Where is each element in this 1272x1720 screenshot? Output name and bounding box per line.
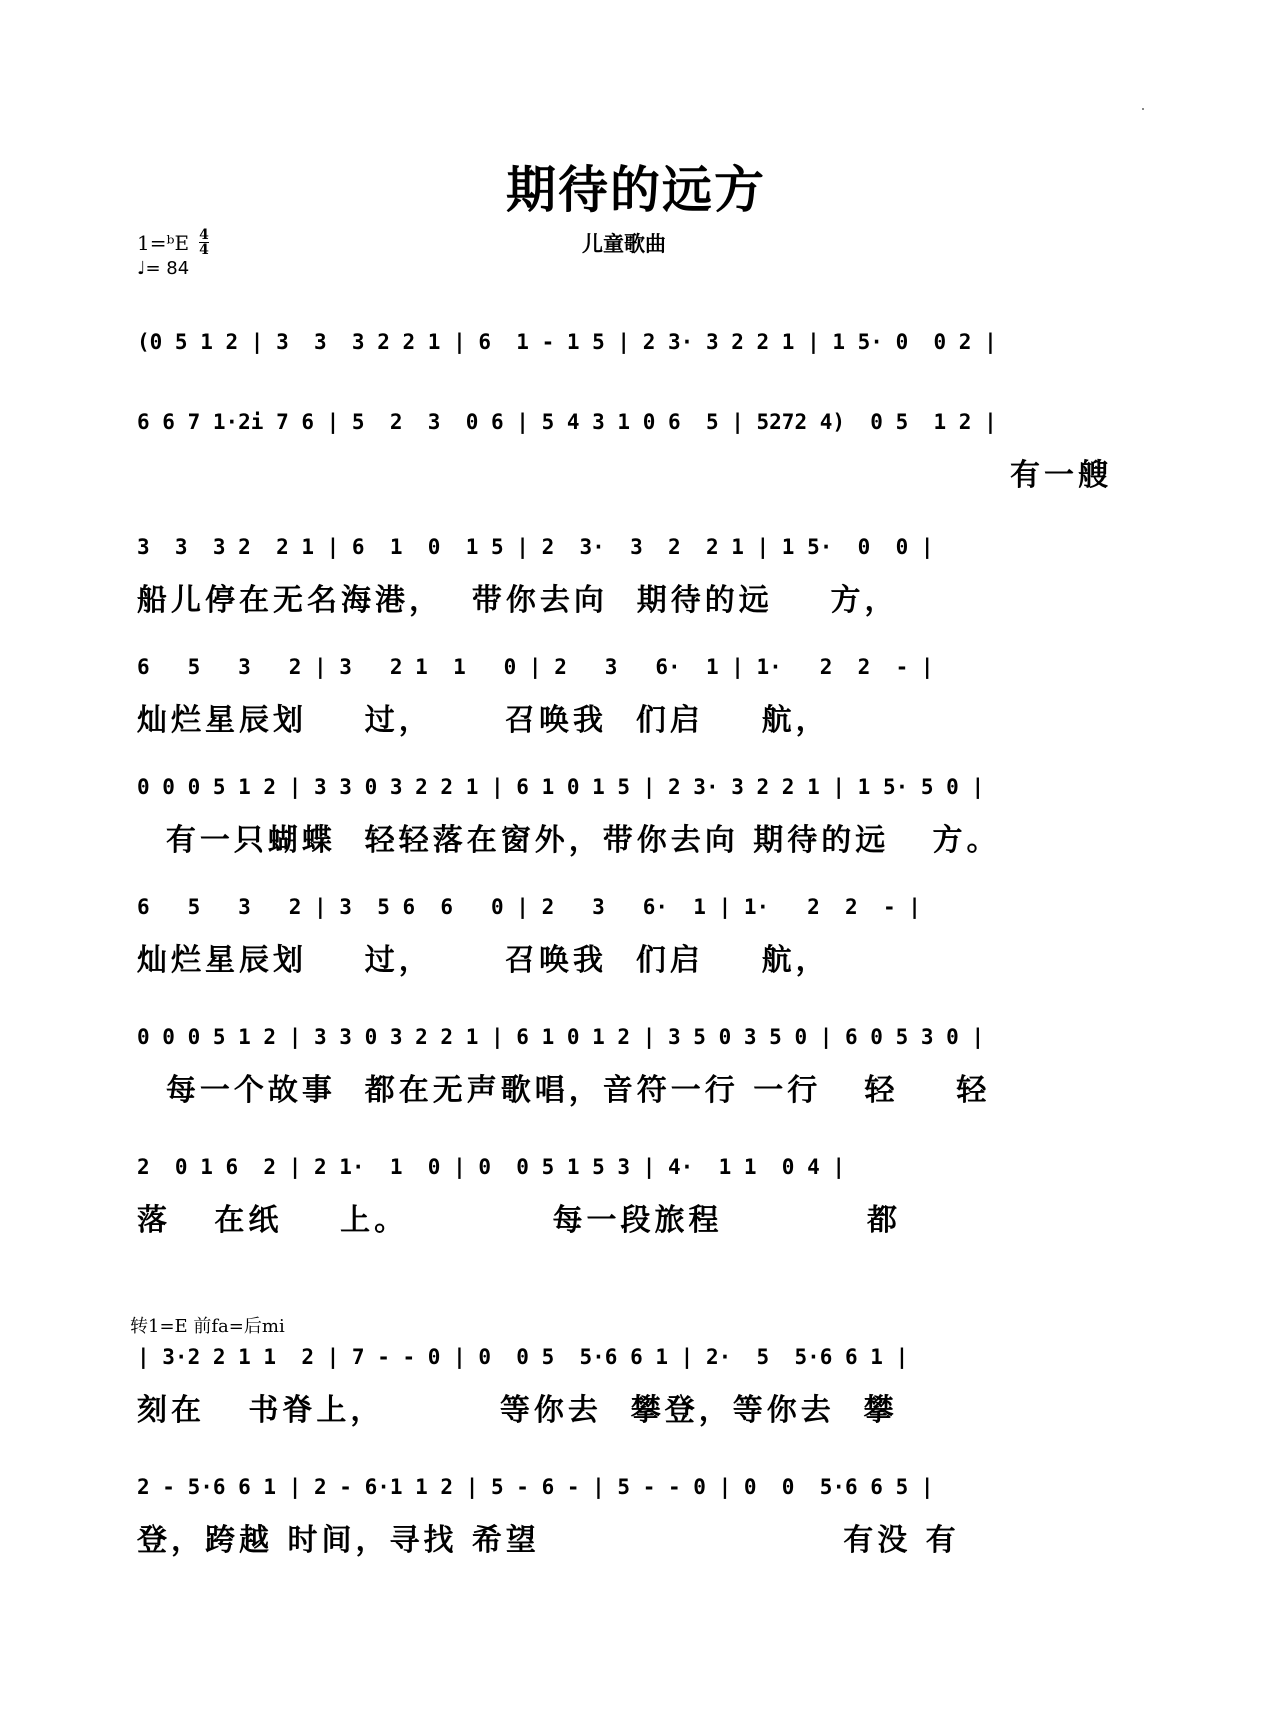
lyric-line: 有一只蝴蝶 轻轻落在窗外，带你去向 期待的远 方。 [137,823,1001,858]
lyric-line: 刻在 书脊上， 等你去 攀登，等你去 攀 [137,1393,898,1428]
notation-line: 6 5 3 2 | 3 5 6 6 0 | 2 3 6· 1 | 1· 2 2 - | [137,895,921,919]
tempo-marking: ♩= 84 [137,258,190,279]
notation-line: 3 3 3 2 2 1 | 6 1 0 1 5 | 2 3· 3 2 2 1 | 1 5· 0 0 | [137,535,934,559]
notation-line: 6 5 3 2 | 3 2 1 1 0 | 2 3 6· 1 | 1· 2 2 - | [137,655,934,679]
page-speck [1142,108,1144,110]
time-signature-bottom: 4 [199,242,209,258]
modulation-marking: 转1=E 前fa=后mi [130,1316,285,1337]
lyric-line: 有一艘 [1010,458,1112,493]
time-signature [199,228,209,257]
song-title: 期待的远方 [506,161,766,219]
lyric-line: 登，跨越 时间，寻找 希望 有没 有 [137,1523,960,1558]
lyric-line: 灿烂星辰划 过， 召唤我 们启 航， [137,943,830,978]
notation-line: 0 0 0 5 1 2 | 3 3 0 3 2 2 1 | 6 1 0 1 5 | 2 3· 3 2 2 1 | 1 5· 5 0 | [137,775,985,799]
notation-line: 2 - 5·6 6 1 | 2 - 6·1 1 2 | 5 - 6 - | 5 - - 0 | 0 0 5·6 6 5 | [137,1475,934,1499]
lyric-line: 灿烂星辰划 过， 召唤我 们启 航， [137,703,830,738]
notation-line: 2 0 1 6 2 | 2 1· 1 0 | 0 0 5 1 5 3 | 4· 1 1 0 4 | [137,1155,846,1179]
lyric-line: 每一个故事 都在无声歌唱，音符一行 一行 轻 轻 [137,1073,991,1108]
notation-line: (0 5 1 2 | 3 3 3 2 2 1 | 6 1 - 1 5 | 2 3· 3 2 2 1 | 1 5· 0 0 2 | [137,330,997,354]
lyric-line: 船儿停在无名海港， 带你去向 期待的远 方， [137,583,899,618]
lyric-line: 落 在纸 上。 每一段旅程 都 [137,1203,901,1238]
notation-line: 6 6 7 1·2i 7 6 | 5 2 3 0 6 | 5 4 3 1 0 6 5 | 5272 4) 0 5 1 2 | [137,410,997,434]
key-label: 1=ᵇE [137,230,190,255]
song-subtitle: 儿童歌曲 [582,232,666,256]
time-signature-top: 4 [199,227,209,243]
notation-line: | 3·2 2 1 1 2 | 7 - - 0 | 0 0 5 5·6 6 1 | 2· 5 5·6 6 1 | [137,1345,909,1369]
key-signature [137,228,209,257]
notation-line: 0 0 0 5 1 2 | 3 3 0 3 2 2 1 | 6 1 0 1 2 | 3 5 0 3 5 0 | 6 0 5 3 0 | [137,1025,985,1049]
